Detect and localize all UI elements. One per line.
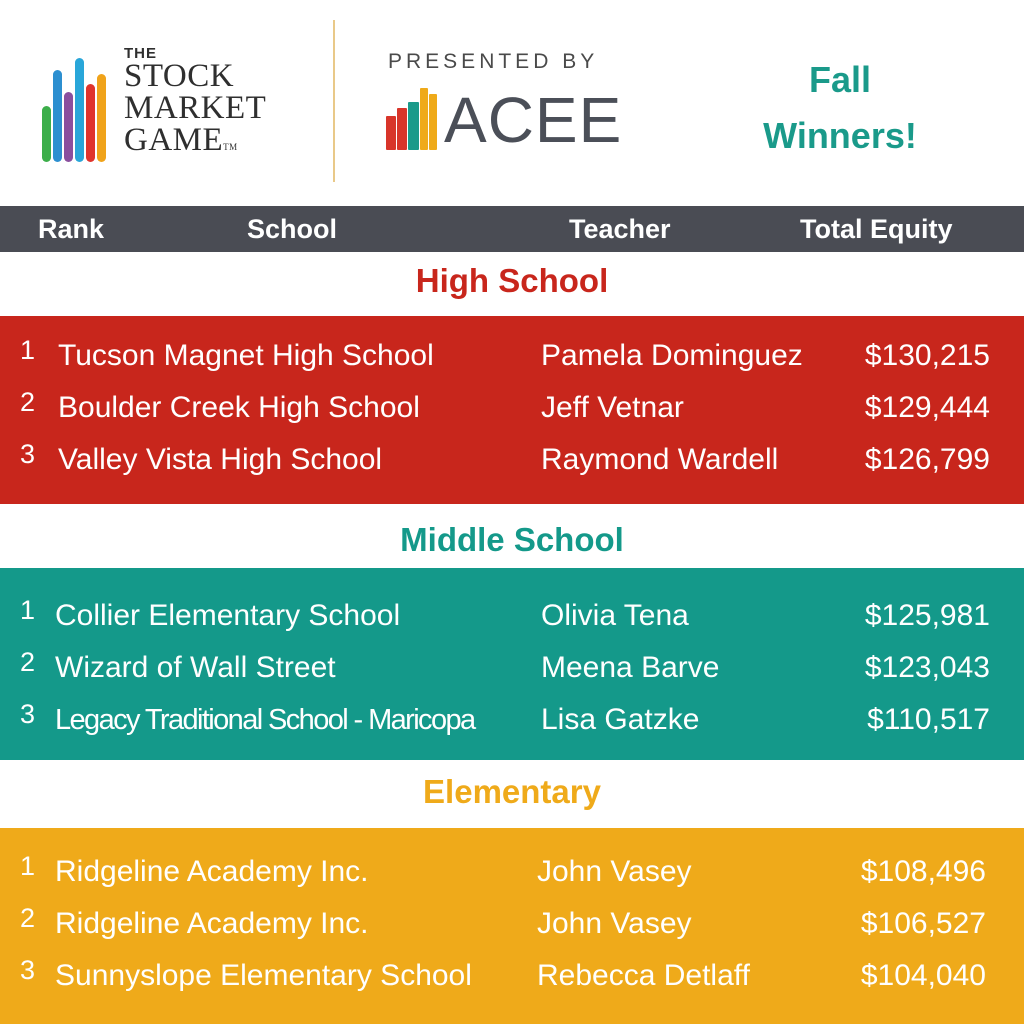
table-row <box>0 950 1024 1002</box>
school-name: Wizard of Wall Street <box>55 651 336 684</box>
total-equity: $106,527 <box>860 907 986 940</box>
column-teacher: Teacher <box>569 214 671 244</box>
rank: 2 <box>20 903 36 933</box>
rank: 2 <box>20 647 36 677</box>
column-total-equity: Total Equity <box>800 214 953 244</box>
table-row <box>0 694 1024 746</box>
rank: 1 <box>20 851 36 881</box>
colored-bars-icon <box>40 50 132 162</box>
total-equity: $130,215 <box>864 339 990 372</box>
rank: 3 <box>20 439 36 469</box>
school-name: Tucson Magnet High School <box>58 339 434 372</box>
table-row <box>0 382 1024 434</box>
section-title-middle-school: Middle School <box>400 521 624 558</box>
logo-stock: STOCK <box>124 58 235 94</box>
winners-line: Winners! <box>763 115 917 156</box>
school-name: Ridgeline Academy Inc. <box>55 855 369 888</box>
total-equity: $123,043 <box>864 651 990 684</box>
school-name: Valley Vista High School <box>58 443 383 476</box>
teacher-name: Pamela Dominguez <box>541 339 803 372</box>
header-divider <box>333 20 335 182</box>
acee-logo-text: ACEE <box>444 84 623 156</box>
table-row <box>0 434 1024 486</box>
table-row <box>0 642 1024 694</box>
logo-game-word: GAME <box>124 122 224 158</box>
school-name: Boulder Creek High School <box>58 391 420 424</box>
column-school: School <box>247 214 338 244</box>
acee-books-icon <box>386 86 442 150</box>
total-equity: $125,981 <box>864 599 990 632</box>
rank: 3 <box>20 955 36 985</box>
logo-market: MARKET <box>124 90 267 126</box>
total-equity: $126,799 <box>864 443 990 476</box>
school-name: Legacy Traditional School - Maricopa <box>55 704 475 736</box>
teacher-name: John Vasey <box>537 855 692 888</box>
teacher-name: Raymond Wardell <box>541 443 779 476</box>
total-equity: $129,444 <box>864 391 990 424</box>
section-title-elementary: Elementary <box>423 773 601 810</box>
school-name: Collier Elementary School <box>55 599 401 632</box>
logo-game <box>124 124 266 157</box>
middle-school-panel <box>0 568 1024 760</box>
teacher-name: Lisa Gatzke <box>541 703 700 736</box>
logo-wordmark <box>124 46 266 157</box>
teacher-name: John Vasey <box>537 907 692 940</box>
section-title-high-school: High School <box>415 262 609 299</box>
elementary-panel <box>0 828 1024 1024</box>
column-rank: Rank <box>38 214 105 244</box>
school-name: Sunnyslope Elementary School <box>55 959 472 992</box>
teacher-name: Olivia Tena <box>541 599 689 632</box>
high-school-panel <box>0 316 1024 504</box>
teacher-name: Rebecca Detlaff <box>537 959 750 992</box>
rank: 3 <box>20 699 36 729</box>
table-row <box>0 330 1024 382</box>
fall-line: Fall <box>808 59 871 100</box>
table-row <box>0 590 1024 642</box>
teacher-name: Meena Barve <box>541 651 720 684</box>
table-row <box>0 846 1024 898</box>
table-row <box>0 898 1024 950</box>
fall-winners-title <box>720 52 960 164</box>
total-equity: $104,040 <box>860 959 986 992</box>
presented-by-label: PRESENTED BY <box>388 50 599 73</box>
school-name: Ridgeline Academy Inc. <box>55 907 369 940</box>
stock-market-game-logo <box>40 40 300 165</box>
rank: 2 <box>20 387 36 417</box>
total-equity: $110,517 <box>867 703 990 736</box>
rank: 1 <box>20 595 36 625</box>
logo-tm: TM <box>223 142 238 152</box>
column-header-bar <box>0 206 1024 252</box>
logo-the: THE <box>124 45 157 62</box>
rank: 1 <box>20 335 36 365</box>
teacher-name: Jeff Vetnar <box>541 391 684 424</box>
total-equity: $108,496 <box>860 855 986 888</box>
